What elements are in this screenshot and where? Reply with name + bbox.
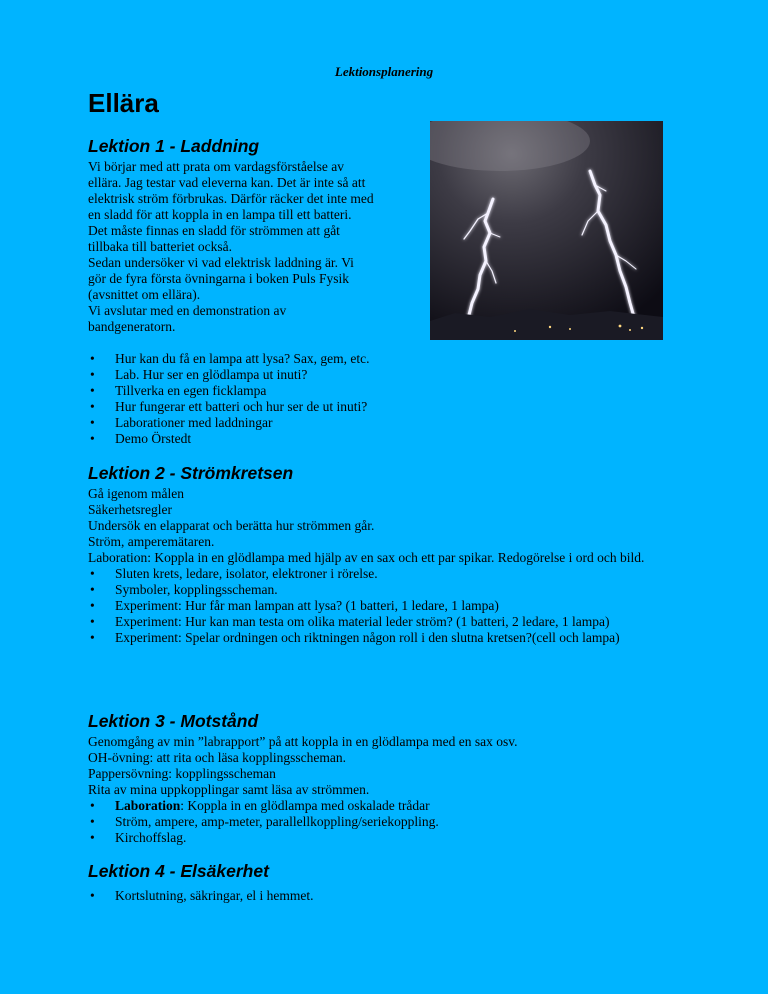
text-line: Ström, amperemätaren. [88,534,215,549]
lesson-3-text [88,734,688,798]
lesson-4-section [88,860,688,904]
text-line: OH-övning: att rita och läsa kopplingsscheman. [88,750,346,765]
list-item: • Sluten krets, ledare, isolator, elektroner i rörelse. [88,566,688,582]
list-item [88,798,688,814]
lesson-1-heading: Lektion 1 - Laddning [88,136,260,156]
lesson-1-text [88,159,428,335]
text-line: bandgeneratorn. [88,319,176,334]
text-line: Vi börjar med att prata om vardagsförståelse av [88,159,344,174]
list-item: • Experiment: Hur får man lampan att lysa? (1 batteri, 1 ledare, 1 lampa) [88,598,688,614]
list-item-text: : Koppla in en glödlampa med oskalade trådar [180,798,430,813]
lesson-1-list [88,351,688,447]
text-line: Rita av mina uppkopplingar samt läsa av strömmen. [88,782,370,797]
text-line: Sedan undersöker vi vad elektrisk laddning är. Vi [88,255,354,270]
list-item: • Demo Örstedt [88,431,688,447]
list-item: • Laborationer med laddningar [88,415,688,431]
lesson-3-section [88,710,688,846]
list-item: • Symboler, kopplingsscheman. [88,582,688,598]
list-item: • Lab. Hur ser en glödlampa ut inuti? [88,367,688,383]
text-line: Undersök en elapparat och berätta hur strömmen går. [88,518,375,533]
lesson-2-text [88,486,688,566]
list-item: • Experiment: Hur kan man testa om olika material leder ström? (1 batteri, 2 ledare, 1 lampa) [88,614,675,630]
lesson-4-heading: Lektion 4 - Elsäkerhet [88,861,269,881]
lesson-3-heading: Lektion 3 - Motstånd [88,711,259,731]
lightning-image [430,121,663,340]
lesson-2-list [88,566,688,646]
list-item: • Ström, ampere, amp-meter, parallellkoppling/seriekoppling. [88,814,688,830]
list-item: • Hur fungerar ett batteri och hur ser de ut inuti? [88,399,688,415]
list-item: • Tillverka en egen ficklampa [88,383,688,399]
text-line: Säkerhetsregler [88,502,172,517]
text-line: ellära. Jag testar vad eleverna kan. Det är inte så att [88,175,366,190]
list-item: • Kortslutning, säkringar, el i hemmet. [88,888,688,904]
bold-label: Laboration [115,798,181,813]
page-title: Ellära [88,88,159,118]
text-line: Pappersövning: kopplingsscheman [88,766,276,781]
text-line: Laboration: Koppla in en glödlampa med hjälp av en sax och ett par spikar. Redogörelse i ord och bild. [88,550,645,565]
list-item: • Hur kan du få en lampa att lysa? Sax, gem, etc. [88,351,688,367]
document-header: Lektionsplanering [334,64,434,79]
lesson-4-list [88,888,688,904]
text-line: Genomgång av min ”labrapport” på att koppla in en glödlampa med en sax osv. [88,734,518,749]
lesson-3-list [88,798,688,846]
text-line: Gå igenom målen [88,486,184,501]
text-line: (avsnittet om ellära). [88,287,201,302]
list-item: • Experiment: Spelar ordningen och riktningen någon roll i den slutna kretsen?(cell och lampa) [88,630,675,646]
list-item: • Kirchoffslag. [88,830,688,846]
text-line: Vi avslutar med en demonstration av [88,303,287,318]
text-line: tillbaka till batteriet också. [88,239,232,254]
text-line: gör de fyra första övningarna i boken Puls Fysik [88,271,349,286]
lesson-2-section [88,462,688,646]
text-line: elektrisk ström förbrukas. Därför räcker det inte med [88,191,374,206]
lesson-2-heading: Lektion 2 - Strömkretsen [88,463,294,483]
text-line: Det måste finnas en sladd för strömmen att gåt [88,223,340,238]
text-line: en sladd för att koppla in en lampa till ett batteri. [88,207,352,222]
